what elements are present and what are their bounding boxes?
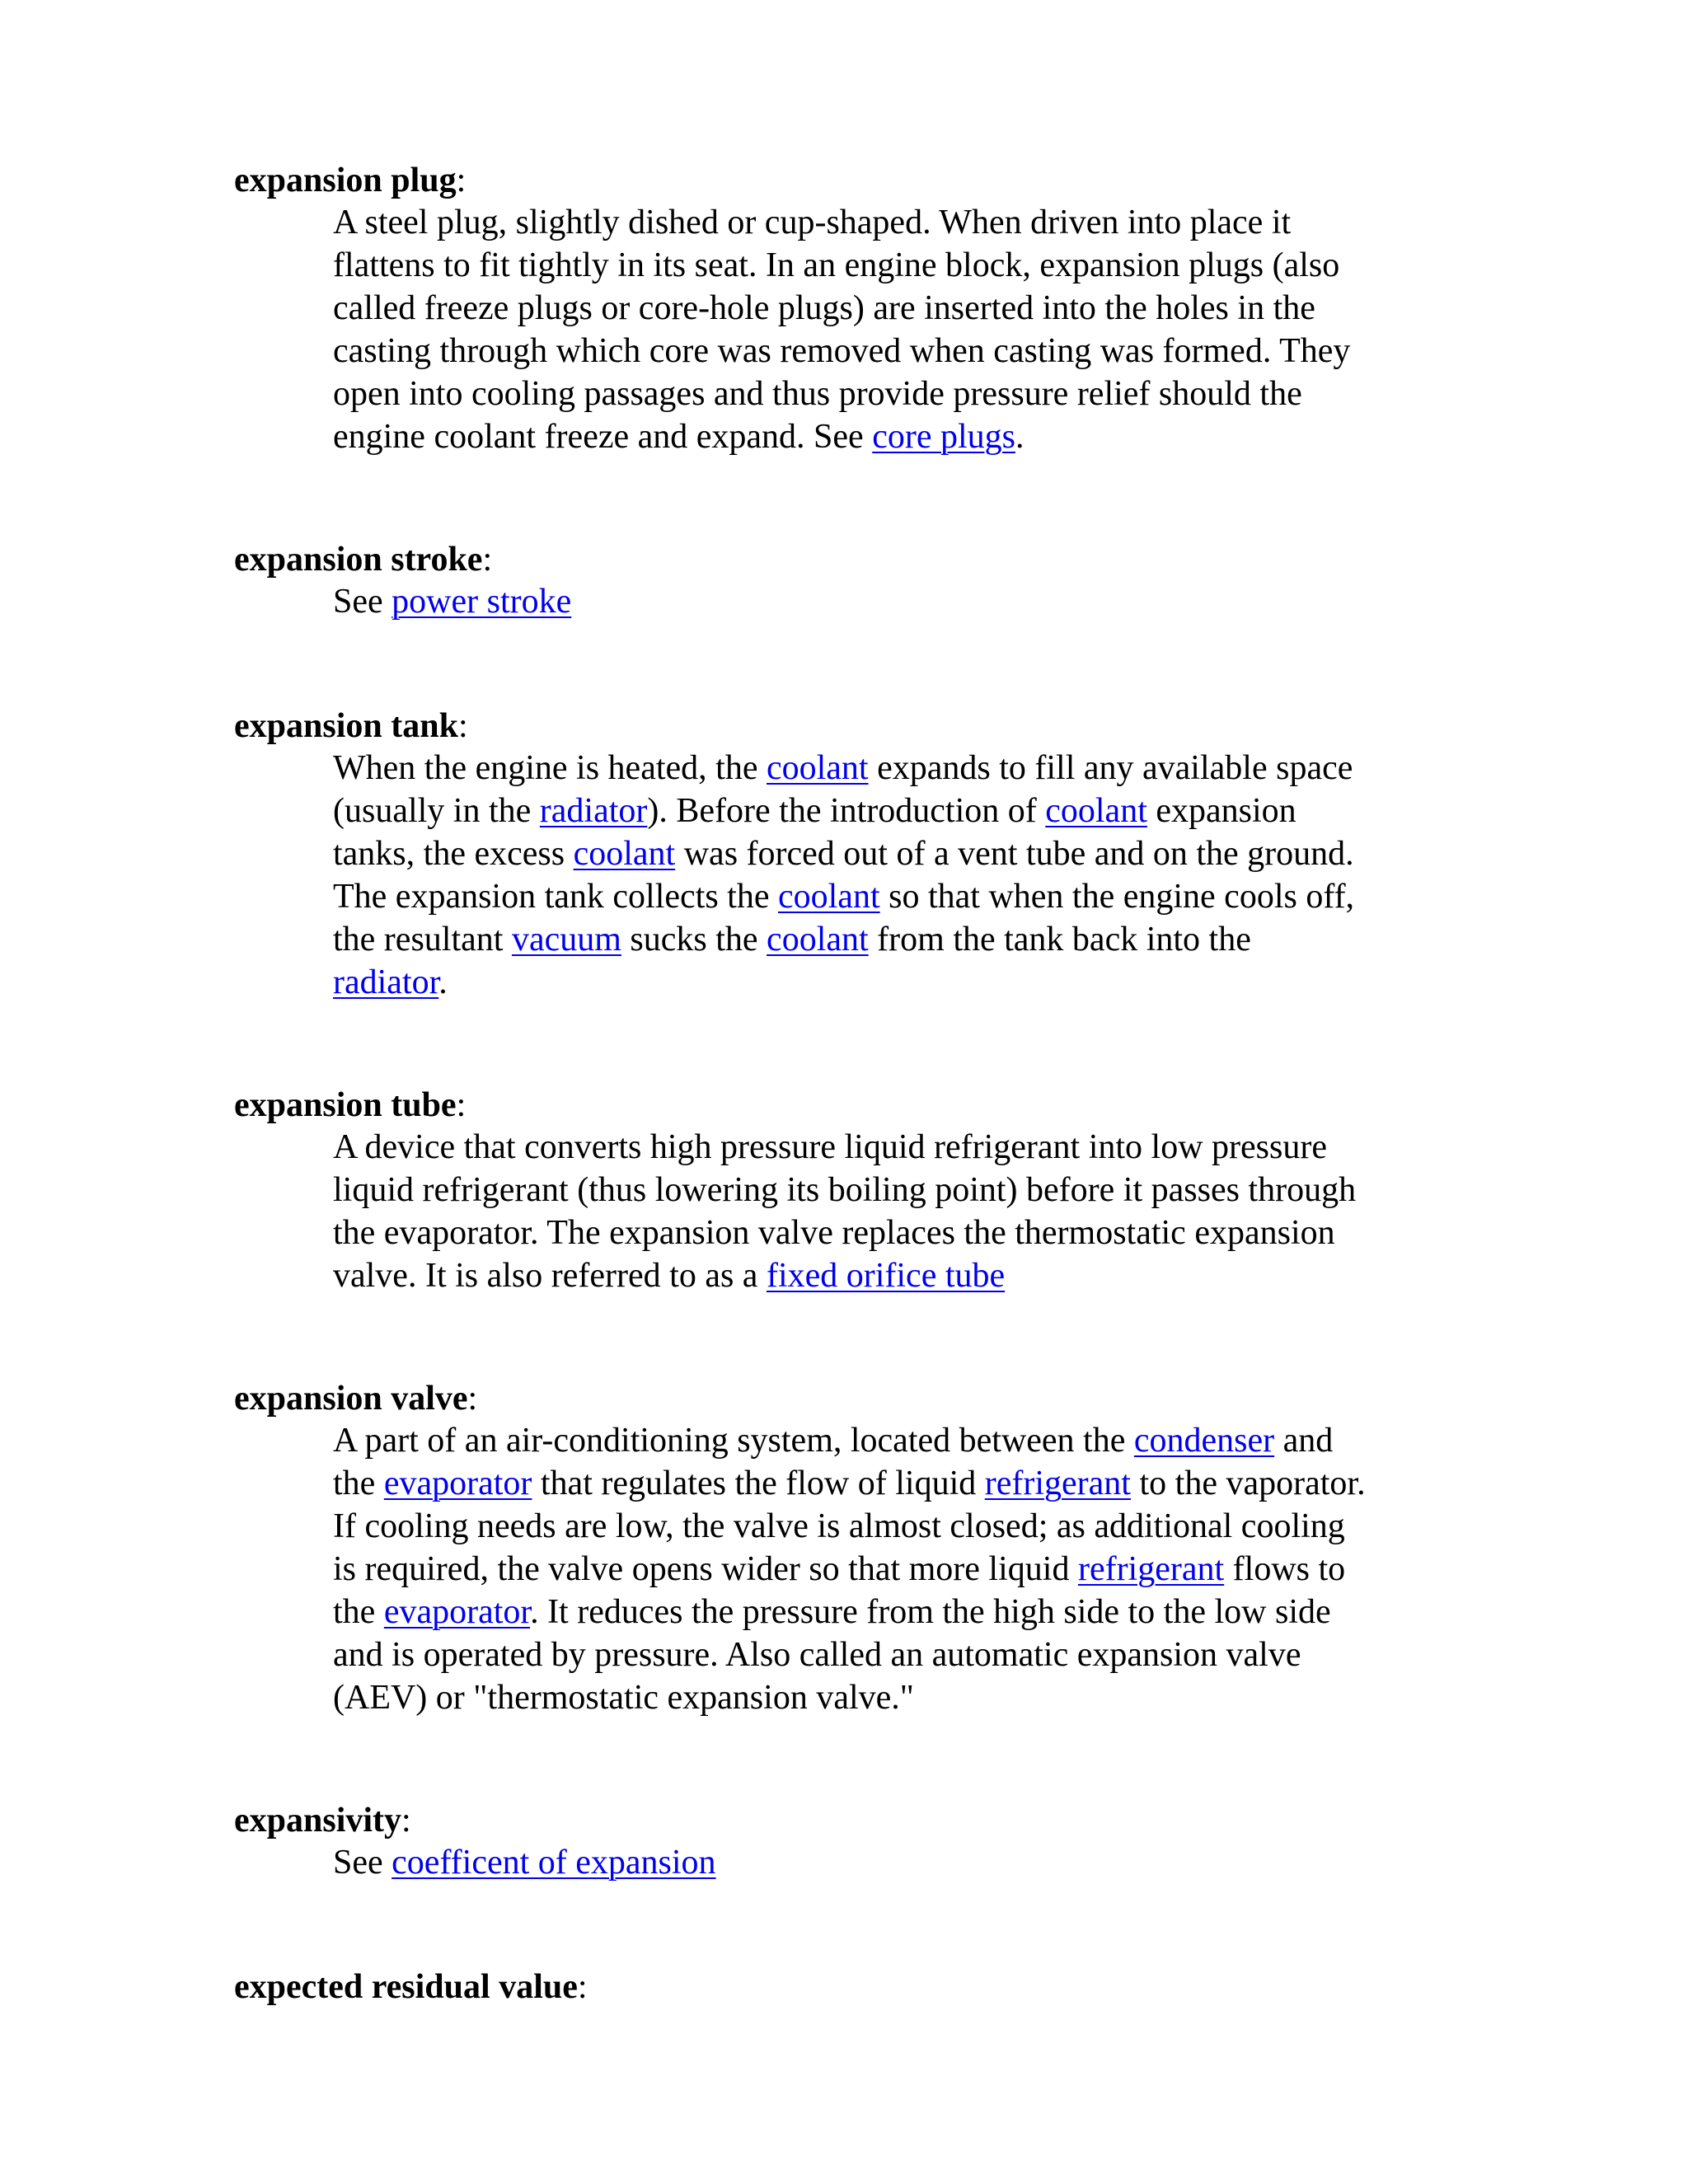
definition-text: See bbox=[333, 583, 392, 621]
cross-reference-link[interactable]: power stroke bbox=[392, 583, 572, 621]
definition-text: (AEV) or "thermostatic expansion valve." bbox=[333, 1679, 914, 1717]
definition-text: the bbox=[333, 1593, 384, 1631]
term-text: expansion plug bbox=[234, 162, 457, 199]
definition-text: is required, the valve opens wider so that more liquid bbox=[333, 1550, 1078, 1588]
definition-line bbox=[333, 1505, 1503, 1548]
cross-reference-link[interactable]: condenser bbox=[1133, 1422, 1275, 1460]
definition-text: valve. It is also referred to as a bbox=[333, 1257, 767, 1295]
cross-reference-link[interactable]: vacuum bbox=[511, 921, 621, 958]
cross-reference-link[interactable]: coefficent of expansion bbox=[392, 1844, 716, 1882]
term-text: expansion stroke bbox=[234, 541, 483, 579]
definition-text: engine coolant freeze and expand. See bbox=[333, 418, 873, 456]
definition-line bbox=[333, 415, 1503, 458]
definition-line bbox=[333, 790, 1503, 832]
definition-text: sucks the bbox=[621, 921, 767, 958]
definition-text: so that when the engine cools off, bbox=[879, 878, 1355, 916]
entry-definition bbox=[333, 1126, 1503, 1297]
term-text: expected residual value bbox=[234, 1968, 578, 2006]
definition-text: A part of an air-conditioning system, located between the bbox=[333, 1422, 1134, 1460]
definition-text: casting through which core was removed when casting was formed. They bbox=[333, 332, 1351, 370]
entry-term: expansivity: bbox=[234, 1802, 411, 1840]
definition-line bbox=[333, 1841, 1503, 1884]
glossary-entry bbox=[234, 1800, 1503, 1884]
definition-text: the bbox=[333, 1465, 384, 1502]
definition-text: tanks, the excess bbox=[333, 835, 574, 873]
definition-text: and bbox=[1274, 1422, 1334, 1460]
definition-line bbox=[333, 1419, 1503, 1462]
definition-text: was forced out of a vent tube and on the ground. bbox=[675, 835, 1354, 873]
definition-text: called freeze plugs or core-hole plugs) are inserted into the holes in the bbox=[333, 289, 1315, 327]
term-text: expansion valve bbox=[234, 1380, 468, 1418]
definition-line bbox=[333, 1676, 1503, 1719]
definition-text: to the vaporator. bbox=[1130, 1465, 1366, 1502]
definition-line bbox=[333, 580, 1503, 623]
entry-definition bbox=[333, 747, 1503, 1004]
entry-definition bbox=[333, 1841, 1503, 1884]
cross-reference-link[interactable]: coolant bbox=[766, 749, 869, 787]
definition-text: the evaporator. The expansion valve replaces the thermostatic expansion bbox=[333, 1214, 1335, 1252]
entry-term: expansion plug: bbox=[234, 162, 467, 199]
glossary-entry bbox=[234, 705, 1503, 1004]
glossary-entry bbox=[234, 1966, 1503, 2008]
definition-text: A device that converts high pressure liquid refrigerant into low pressure bbox=[333, 1128, 1327, 1166]
glossary-entry bbox=[234, 1378, 1503, 1719]
definition-text: If cooling needs are low, the valve is almost closed; as additional cooling bbox=[333, 1507, 1345, 1545]
definition-line bbox=[333, 832, 1503, 875]
definition-line bbox=[333, 961, 1503, 1004]
definition-line bbox=[333, 1212, 1503, 1254]
definition-line bbox=[333, 1462, 1503, 1505]
definition-line bbox=[333, 1633, 1503, 1676]
entry-definition bbox=[333, 580, 1503, 623]
definition-line bbox=[333, 1126, 1503, 1169]
definition-text: . bbox=[438, 963, 448, 1001]
definition-text: A steel plug, slightly dished or cup-shaped. When driven into place it bbox=[333, 204, 1292, 241]
definition-text: and is operated by pressure. Also called an automatic expansion valve bbox=[333, 1636, 1301, 1674]
definition-text: flows to bbox=[1224, 1550, 1346, 1588]
definition-line bbox=[333, 918, 1503, 961]
cross-reference-link[interactable]: evaporator bbox=[383, 1593, 531, 1631]
glossary-entry bbox=[234, 539, 1503, 623]
term-text: expansion tank bbox=[234, 707, 458, 745]
glossary-entry bbox=[234, 160, 1503, 458]
cross-reference-link[interactable]: coolant bbox=[573, 835, 676, 873]
definition-text: expands to fill any available space bbox=[868, 749, 1353, 787]
entry-definition bbox=[333, 1419, 1503, 1719]
definition-text: (usually in the bbox=[333, 792, 540, 830]
entry-term: expected residual value: bbox=[234, 1968, 588, 2006]
definition-text: When the engine is heated, the bbox=[333, 749, 767, 787]
entry-term: expansion tube: bbox=[234, 1086, 467, 1124]
definition-line bbox=[333, 330, 1503, 373]
definition-text: See bbox=[333, 1844, 392, 1882]
definition-line bbox=[333, 373, 1503, 415]
definition-line bbox=[333, 875, 1503, 918]
entry-term: expansion tank: bbox=[234, 707, 468, 745]
cross-reference-link[interactable]: radiator bbox=[539, 792, 648, 830]
term-text: expansivity bbox=[234, 1802, 402, 1840]
definition-line bbox=[333, 1548, 1503, 1591]
cross-reference-link[interactable]: coolant bbox=[778, 878, 880, 916]
definition-line bbox=[333, 1254, 1503, 1297]
definition-text: flattens to fit tightly in its seat. In an engine block, expansion plugs (also bbox=[333, 246, 1340, 284]
definition-line bbox=[333, 1591, 1503, 1633]
term-text: expansion tube bbox=[234, 1086, 457, 1124]
definition-line bbox=[333, 287, 1503, 330]
definition-text: open into cooling passages and thus provide pressure relief should the bbox=[333, 375, 1302, 413]
cross-reference-link[interactable]: core plugs bbox=[872, 418, 1015, 456]
definition-text: ). Before the introduction of bbox=[647, 792, 1046, 830]
cross-reference-link[interactable]: refrigerant bbox=[1077, 1550, 1225, 1588]
definition-line bbox=[333, 201, 1503, 244]
cross-reference-link[interactable]: coolant bbox=[1045, 792, 1147, 830]
definition-text: liquid refrigerant (thus lowering its boiling point) before it passes through bbox=[333, 1171, 1357, 1209]
definition-text: . It reduces the pressure from the high side to the low side bbox=[530, 1593, 1331, 1631]
definition-text: expansion bbox=[1146, 792, 1296, 830]
cross-reference-link[interactable]: fixed orifice tube bbox=[766, 1257, 1006, 1295]
entry-term: expansion stroke: bbox=[234, 541, 493, 579]
definition-text: . bbox=[1015, 418, 1025, 456]
definition-text: that regulates the flow of liquid bbox=[532, 1465, 985, 1502]
definition-text: The expansion tank collects the bbox=[333, 878, 778, 916]
glossary-entry bbox=[234, 1085, 1503, 1297]
definition-text: from the tank back into the bbox=[868, 921, 1251, 958]
cross-reference-link[interactable]: coolant bbox=[767, 921, 869, 958]
entry-term: expansion valve: bbox=[234, 1380, 478, 1418]
definition-text: the resultant bbox=[333, 921, 512, 958]
definition-line bbox=[333, 1169, 1503, 1212]
entry-definition bbox=[333, 201, 1503, 458]
cross-reference-link[interactable]: radiator bbox=[333, 963, 439, 1001]
cross-reference-link[interactable]: evaporator bbox=[383, 1465, 532, 1502]
cross-reference-link[interactable]: refrigerant bbox=[984, 1465, 1131, 1502]
definition-line bbox=[333, 244, 1503, 287]
definition-line bbox=[333, 747, 1503, 790]
